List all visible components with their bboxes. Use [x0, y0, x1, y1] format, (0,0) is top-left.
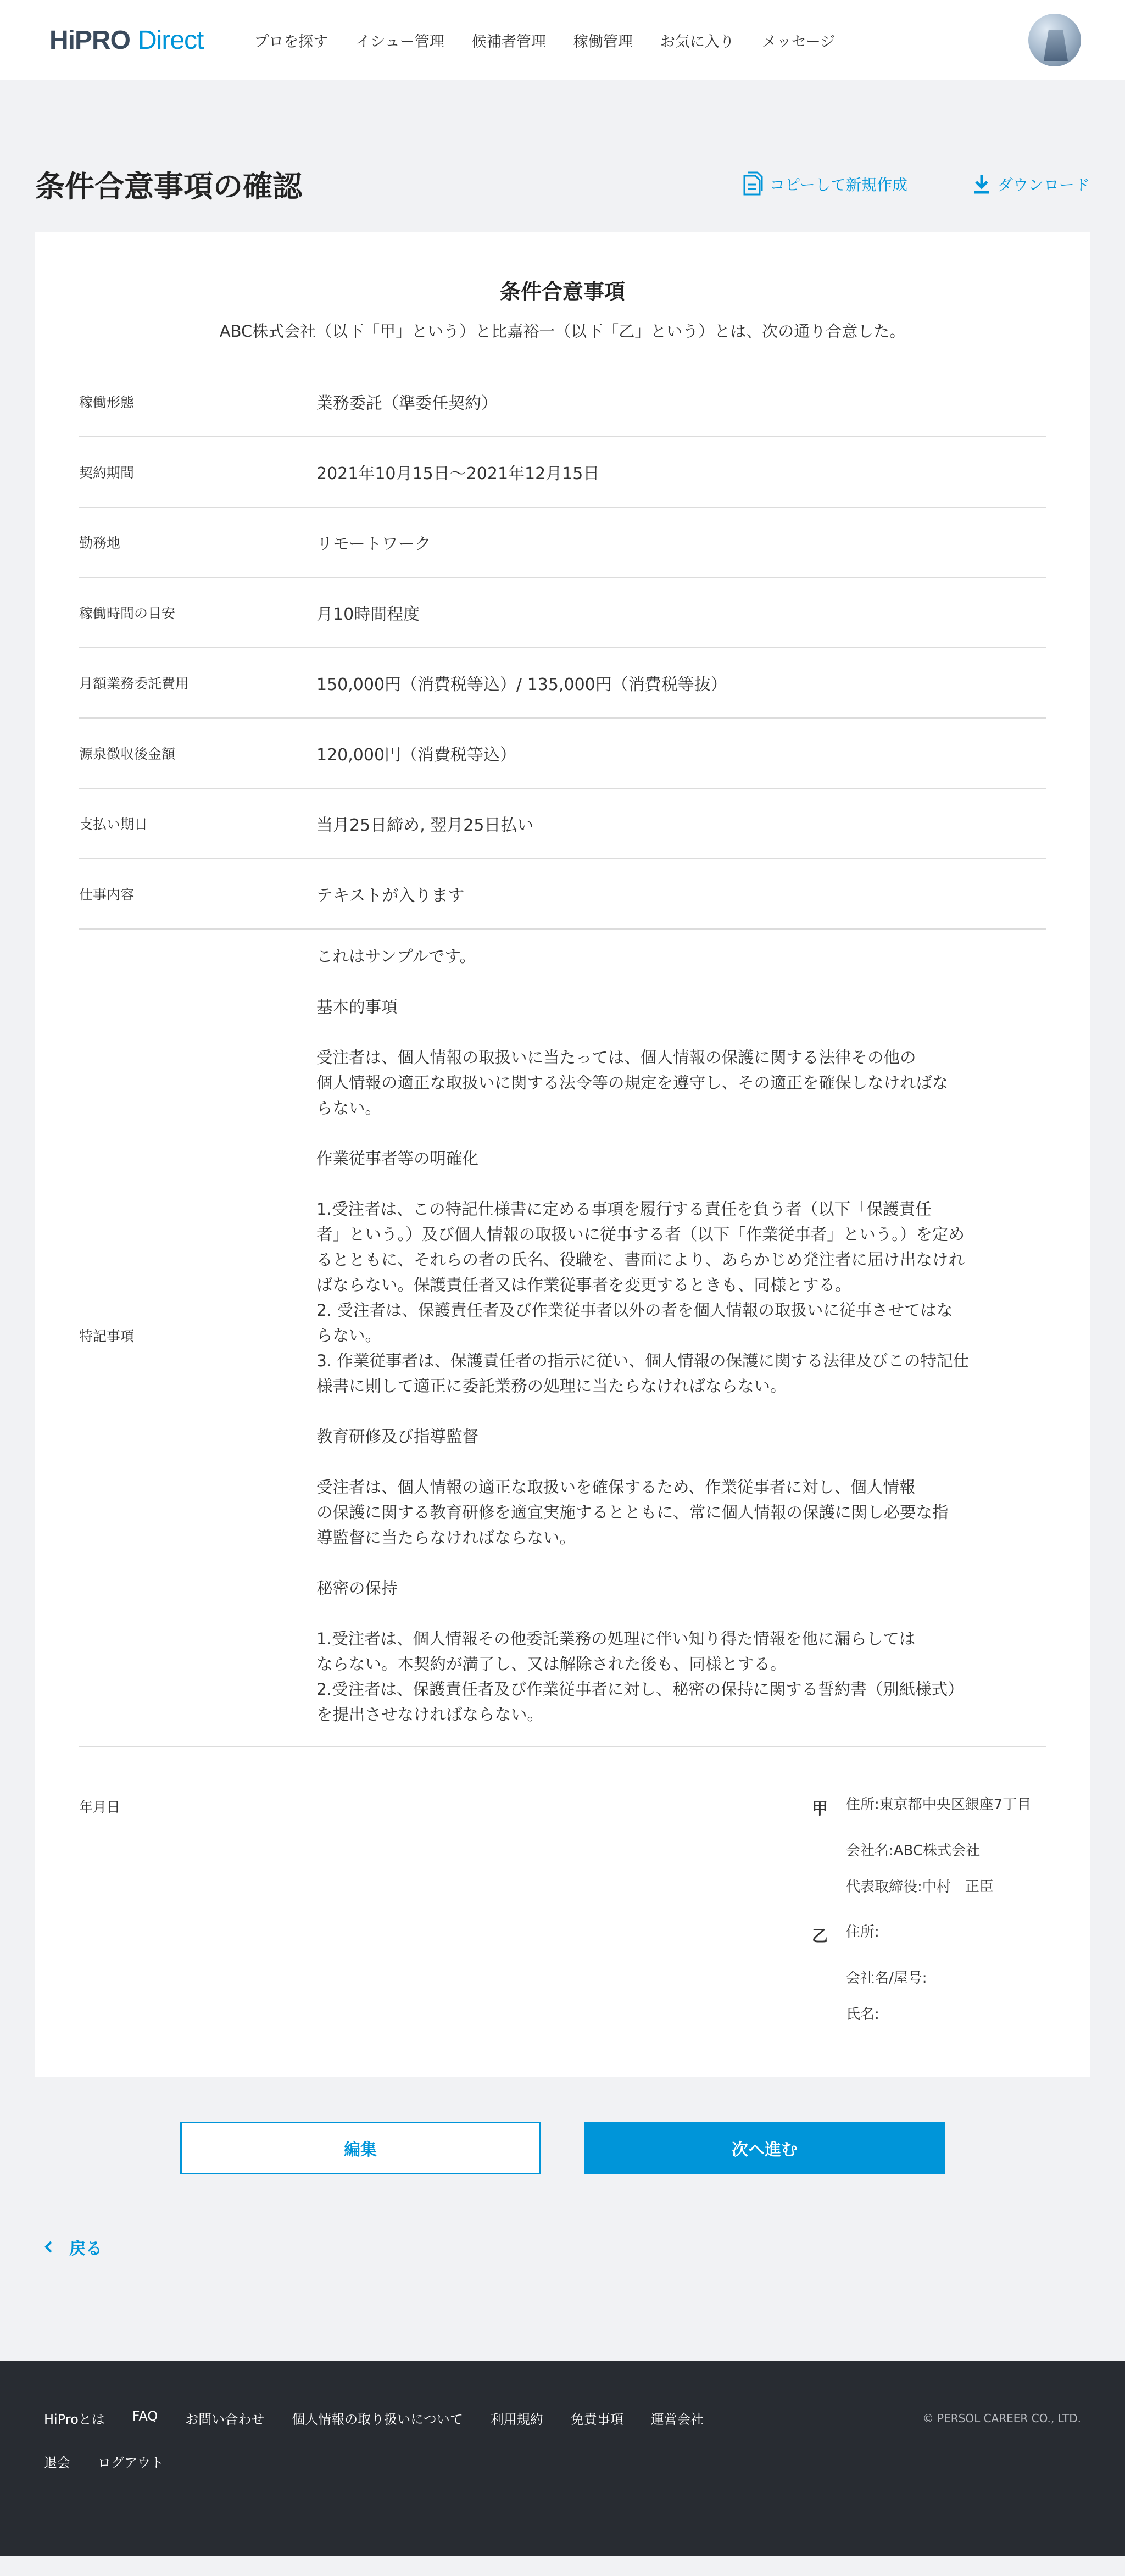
term-value: 120,000円（消費税等込）	[316, 745, 517, 765]
signature-block	[79, 1747, 1046, 2033]
term-label: 源泉徴収後金額	[79, 746, 176, 762]
term-label: 月額業務委託費用	[79, 676, 190, 692]
footer-link-disclaimer[interactable]: 免責事項	[570, 2412, 623, 2427]
hipro-direct-logo[interactable]	[49, 25, 203, 55]
term-row	[79, 719, 1046, 789]
page-title: 条件合意事項の確認	[35, 169, 302, 204]
nav-issue-management[interactable]: イシュー管理	[355, 33, 444, 51]
term-value: 2021年10月15日〜2021年12月15日	[316, 464, 600, 483]
term-label: 勤務地	[79, 535, 121, 551]
party-b	[812, 1924, 1046, 2033]
special-notes-row	[79, 930, 1046, 1747]
special-notes-label: 特記事項	[79, 1328, 135, 1344]
term-row	[79, 789, 1046, 859]
footer-link-privacy[interactable]: 個人情報の取り扱いについて	[292, 2412, 463, 2427]
terms-table	[79, 367, 1046, 1747]
copyright: © PERSOL CAREER CO., LTD.	[922, 2412, 1081, 2425]
footer-link-withdraw[interactable]: 退会	[44, 2455, 70, 2471]
term-row	[79, 508, 1046, 578]
main-nav	[254, 30, 862, 51]
term-row	[79, 859, 1046, 930]
footer-link-company[interactable]: 運営会社	[650, 2412, 704, 2427]
logo-direct: Direct	[138, 25, 204, 55]
card-title: 条件合意事項	[499, 280, 625, 304]
download-icon	[972, 174, 991, 194]
party-a-mark: 甲	[812, 1799, 828, 1818]
logo-pro: PRO	[75, 25, 131, 55]
term-label: 支払い期日	[79, 816, 148, 832]
term-label: 契約期間	[79, 465, 135, 481]
avatar[interactable]	[1028, 14, 1081, 66]
term-row	[79, 437, 1046, 508]
edit-button[interactable]: 編集	[180, 2122, 541, 2174]
footer-link-faq[interactable]: FAQ	[132, 2408, 158, 2424]
download-button[interactable]	[972, 173, 1090, 195]
nav-candidate-management[interactable]: 候補者管理	[471, 33, 546, 51]
party-b-address: 住所:	[846, 1924, 879, 1940]
nav-operation-management[interactable]: 稼働管理	[573, 33, 633, 51]
term-row	[79, 648, 1046, 719]
card-intro: ABC株式会社（以下「甲」という）と比嘉裕一（以下「乙」という）とは、次の通り合意した。	[219, 322, 906, 341]
parties	[812, 1796, 1046, 2033]
footer-link-terms[interactable]: 利用規約	[490, 2412, 543, 2427]
next-button[interactable]: 次へ進む	[584, 2122, 945, 2174]
logo-hi: Hi	[49, 25, 75, 55]
term-value: 150,000円（消費税等込）/ 135,000円（消費税等抜）	[316, 675, 727, 694]
term-label: 稼働形態	[79, 394, 135, 410]
footer-links	[44, 2408, 813, 2495]
term-label: 仕事内容	[79, 887, 135, 903]
party-a-representative: 代表取締役:中村 正臣	[846, 1879, 994, 1895]
agreement-card	[35, 232, 1090, 2077]
nav-messages[interactable]: メッセージ	[761, 33, 836, 51]
term-value: リモートワーク	[316, 535, 431, 554]
title-row	[0, 165, 1125, 203]
term-value: テキストが入ります	[316, 886, 465, 905]
footer-link-contact[interactable]: お問い合わせ	[185, 2412, 265, 2427]
term-label: 稼働時間の目安	[79, 605, 176, 621]
date-label: 年月日	[79, 1799, 121, 1815]
footer-link-about[interactable]: HiProとは	[44, 2412, 105, 2427]
special-notes-text: これはサンプルです。 基本的事項 受注者は、個人情報の取扱いに当たっては、個人情報の保護に関する法律その他の 個人情報の適正な取扱いに関する法令等の規定を遵守し、その適正を確保しなければな らない。 作業従事者等の明確化 1.受注者は、この特記仕様書に定める事項を履行する責任を負う者（以下「保護責任 者」という。）及び個人情報の取扱いに従事する者（以下「作業従事者」という。）を定め るとともに、それらの者の氏名、役職を、書面により、あらかじめ発注者に届け出なけれ ばならない。保護責任者又は作業従事者を変更するときも、同様とする。 2. 受注者は、保護責任者及び作業従事者以外の者を個人情報の取扱いに従事させてはな らない。 3. 作業従事者は、保護責任者の指示に従い、個人情報の保護に関する法律及びこの特記仕 様書に則して適正に委託業務の処理に当たらなければならない。 教育研修及び指導監督 受注者は、個人情報の適正な取扱いを確保するため、作業従事者に対し、個人情報 の保護に関する教育研修を適宜実施するとともに、常に個人情報の保護に関し必要な指 導監督に当たらなければならない。 秘密の保持 1.受注者は、個人情報その他委託業務の処理に伴い知り得た情報を他に漏らしては ならない。本契約が満了し、又は解除された後も、同様とする。 2.受注者は、保護責任者及び作業従事者に対し、秘密の保持に関する誓約書（別紙様式） を提出させなければならない。	[316, 947, 970, 1724]
back-link[interactable]	[44, 2235, 1125, 2259]
copy-new-button[interactable]	[741, 171, 907, 197]
download-label: ダウンロード	[997, 176, 1090, 194]
page-actions	[741, 171, 1090, 197]
nav-favorites[interactable]: お気に入り	[660, 33, 734, 51]
footer-link-logout[interactable]: ログアウト	[98, 2455, 164, 2471]
copy-document-icon	[741, 171, 763, 197]
party-a-company: 会社名:ABC株式会社	[846, 1843, 981, 1859]
back-label: 戻る	[69, 2239, 102, 2258]
term-value: 当月25日締め, 翌月25日払い	[316, 816, 534, 835]
copy-new-label: コピーして新規作成	[770, 176, 907, 194]
nav-find-pro[interactable]: プロを探す	[254, 33, 328, 51]
party-b-name: 氏名:	[846, 2006, 879, 2023]
term-value: 業務委託（準委任契約）	[316, 394, 498, 413]
form-buttons	[0, 2122, 1125, 2174]
site-header	[0, 0, 1125, 80]
chevron-left-icon	[44, 2240, 53, 2254]
party-b-mark: 乙	[812, 1927, 828, 1945]
site-footer	[0, 2361, 1125, 2556]
party-a	[812, 1796, 1046, 1905]
party-b-company: 会社名/屋号:	[846, 1970, 927, 1987]
term-row	[79, 367, 1046, 437]
term-value: 月10時間程度	[316, 605, 420, 624]
party-a-address: 住所:東京都中央区銀座7丁目	[846, 1796, 1032, 1813]
term-row	[79, 578, 1046, 648]
